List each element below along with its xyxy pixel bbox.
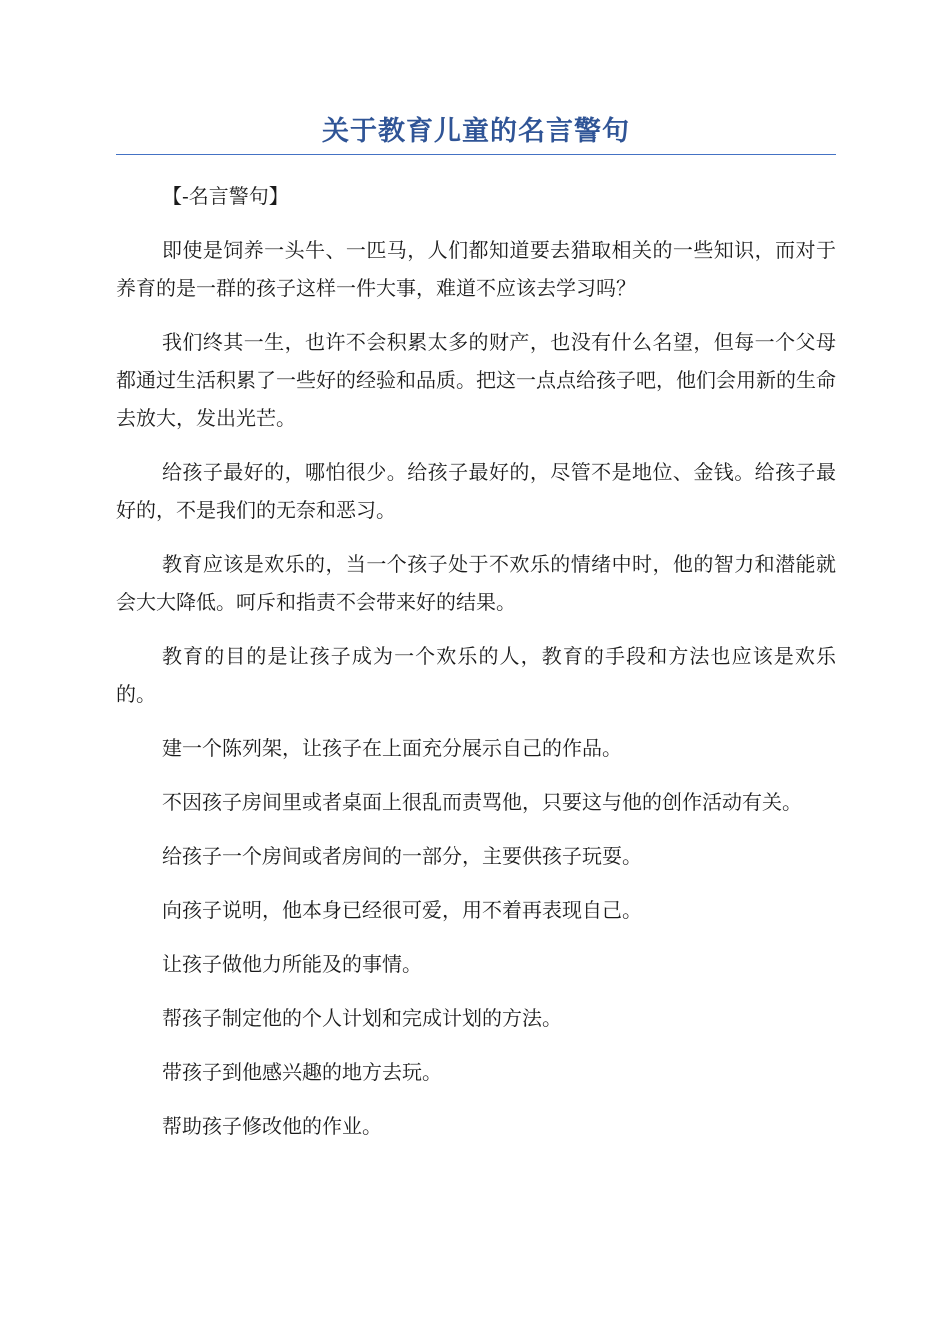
- paragraph: 即使是饲养一头牛、一匹马，人们都知道要去猎取相关的一些知识，而对于养育的是一群的孩子这样一件大事，难道不应该去学习吗？: [116, 238, 836, 300]
- title-underline: [116, 154, 836, 155]
- paragraph: 带孩子到他感兴趣的地方去玩。: [162, 1060, 442, 1084]
- paragraph: 建一个陈列架，让孩子在上面充分展示自己的作品。: [162, 736, 622, 760]
- paragraph: 帮助孩子修改他的作业。: [162, 1114, 382, 1138]
- section-heading: 【-名言警句】: [162, 184, 289, 208]
- paragraph: 不因孩子房间里或者桌面上很乱而责骂他，只要这与他的创作活动有关。: [162, 790, 802, 814]
- paragraph: 向孩子说明，他本身已经很可爱，用不着再表现自己。: [162, 898, 642, 922]
- paragraph: 给孩子最好的，哪怕很少。给孩子最好的，尽管不是地位、金钱。给孩子最好的，不是我们的无奈和恶习。: [116, 460, 836, 522]
- document-body: [116, 177, 836, 1145]
- document-page: [116, 110, 836, 1161]
- paragraph: 让孩子做他力所能及的事情。: [162, 952, 422, 976]
- paragraph: 帮孩子制定他的个人计划和完成计划的方法。: [162, 1006, 562, 1030]
- paragraph: 我们终其一生，也许不会积累太多的财产，也没有什么名望，但每一个父母都通过生活积累了一些好的经验和品质。把这一点点给孩子吧，他们会用新的生命去放大，发出光芒。: [116, 330, 836, 430]
- paragraph: 教育的目的是让孩子成为一个欢乐的人，教育的手段和方法也应该是欢乐的。: [116, 644, 836, 706]
- paragraph: 教育应该是欢乐的，当一个孩子处于不欢乐的情绪中时，他的智力和潜能就会大大降低。呵斥和指责不会带来好的结果。: [116, 552, 836, 614]
- document-title: 关于教育儿童的名言警句: [322, 116, 630, 147]
- paragraph: 给孩子一个房间或者房间的一部分，主要供孩子玩耍。: [162, 844, 642, 868]
